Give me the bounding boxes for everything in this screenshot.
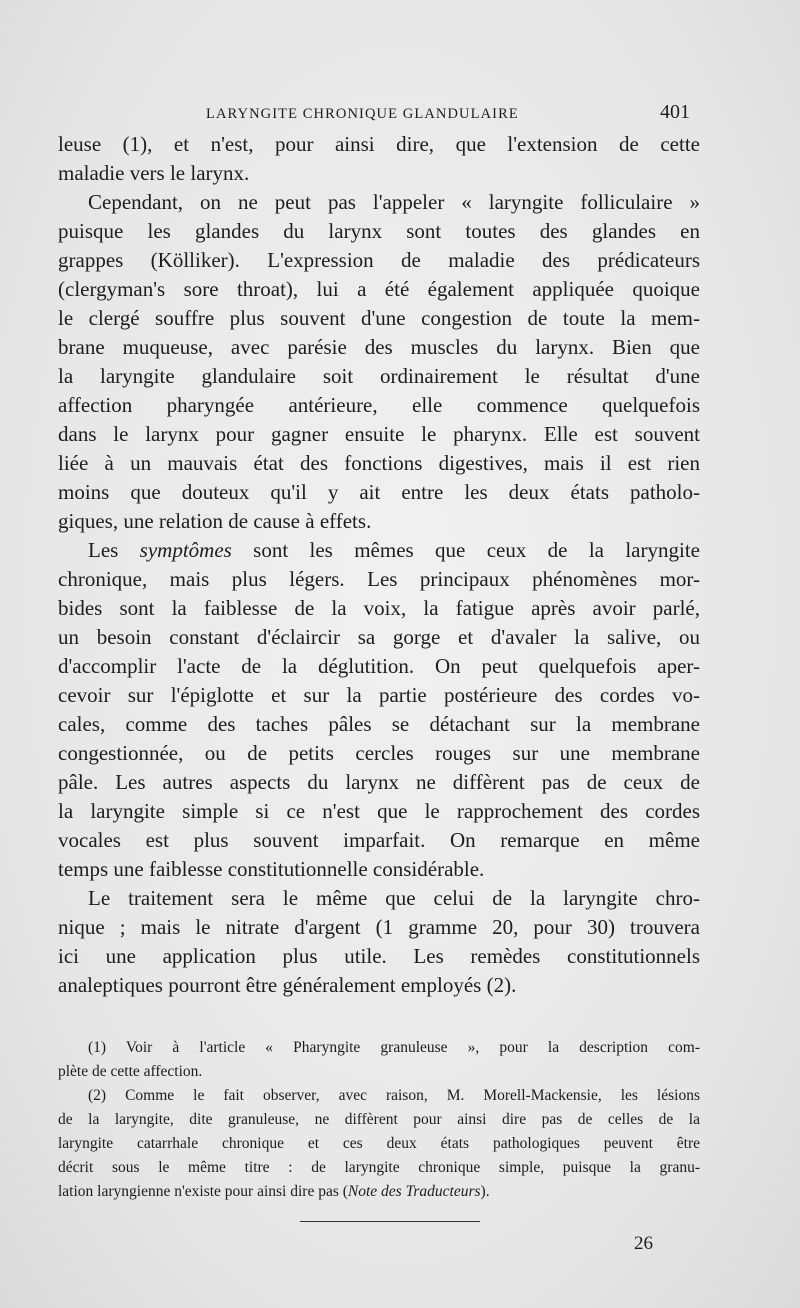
footnote-line: laryngite catarrhale chronique et ces deux états pathologiques peuvent être [58, 1135, 700, 1152]
body-line: Cependant, on ne peut pas l'appeler « laryngite folliculaire » [88, 190, 700, 214]
body-line: congestionnée, ou de petits cercles rouges sur une membrane [58, 741, 700, 765]
body-line: cales, comme des taches pâles se détachant sur la membrane [58, 712, 700, 736]
body-line: pâle. Les autres aspects du larynx ne diffèrent pas de ceux de [58, 770, 700, 794]
body-line-symptoms [58, 536, 700, 565]
footnote-last-post: ). [480, 1183, 490, 1200]
symptoms-pre: Les [88, 538, 140, 562]
footnote-line: décrit sous le même titre : de laryngite chronique simple, puisque la granu- [58, 1159, 700, 1176]
body-line: temps une faiblesse constitutionnelle considérable. [58, 857, 485, 881]
footnote-line: (1) Voir à l'article « Pharyngite granuleuse », pour la description com- [88, 1039, 700, 1056]
footnote-last-pre: lation laryngienne n'existe pour ainsi dire pas ( [58, 1183, 348, 1200]
body-line: analeptiques pourront être généralement employés (2). [58, 973, 517, 997]
body-line: cevoir sur l'épiglotte et sur la partie postérieure des cordes vo- [58, 683, 700, 707]
body-line: puisque les glandes du larynx sont toutes des glandes en [58, 219, 700, 243]
body-line: affection pharyngée antérieure, elle commence quelquefois [58, 393, 700, 417]
page-number: 401 [660, 101, 690, 123]
body-line: grappes (Kölliker). L'expression de maladie des prédicateurs [58, 248, 700, 272]
body-line: dans le larynx pour gagner ensuite le pharynx. Elle est souvent [58, 422, 700, 446]
symptoms-post: sont les mêmes que ceux de la laryngite [231, 538, 700, 562]
symptoms-italic: symptômes [139, 538, 232, 562]
body-line: ici une application plus utile. Les remèdes constitutionnels [58, 944, 700, 968]
body-line: un besoin constant d'éclaircir sa gorge et d'avaler la salive, ou [58, 625, 700, 649]
body-line: giques, une relation de cause à effets. [58, 509, 372, 533]
running-head-title: LARYNGITE CHRONIQUE GLANDULAIRE [206, 106, 519, 122]
body-line: brane muqueuse, avec parésie des muscles du larynx. Bien que [58, 335, 700, 359]
body-line: bides sont la faiblesse de la voix, la fatigue après avoir parlé, [58, 596, 700, 620]
body-line: vocales est plus souvent imparfait. On remarque en même [58, 828, 700, 852]
body-line: moins que douteux qu'il y ait entre les deux états patholo- [58, 480, 700, 504]
footnote-line: de la laryngite, dite granuleuse, ne diffèrent pour ainsi dire pas de celles de la [58, 1111, 700, 1128]
footnote-line: plète de cette affection. [58, 1063, 203, 1080]
footnote-line: (2) Comme le fait observer, avec raison, M. Morell-Mackensie, les lésions [88, 1087, 700, 1104]
body-line: la laryngite simple si ce n'est que le rapprochement des cordes [58, 799, 700, 823]
body-line: d'accomplir l'acte de la déglutition. On peut quelquefois aper- [58, 654, 700, 678]
body-text [58, 130, 700, 1000]
body-line: chronique, mais plus légers. Les principaux phénomènes mor- [58, 567, 700, 591]
body-line: liée à un mauvais état des fonctions digestives, mais il est rien [58, 451, 700, 475]
running-head [58, 101, 690, 124]
body-line: maladie vers le larynx. [58, 161, 250, 185]
footnote-line-last [58, 1180, 700, 1204]
body-line: (clergyman's sore throat), lui a été également appliquée quoique [58, 277, 700, 301]
footnote-last-italic: Note des Traducteurs [347, 1183, 481, 1200]
body-line: leuse (1), et n'est, pour ainsi dire, que l'extension de cette [58, 132, 700, 156]
horizontal-rule [300, 1221, 480, 1222]
body-line: nique ; mais le nitrate d'argent (1 gramme 20, pour 30) trouvera [58, 915, 700, 939]
body-line: Le traitement sera le même que celui de la laryngite chro- [88, 886, 700, 910]
footnotes [58, 1036, 700, 1204]
signature-mark: 26 [634, 1233, 653, 1254]
body-line: la laryngite glandulaire soit ordinairement le résultat d'une [58, 364, 700, 388]
body-line: le clergé souffre plus souvent d'une congestion de toute la mem- [58, 306, 700, 330]
